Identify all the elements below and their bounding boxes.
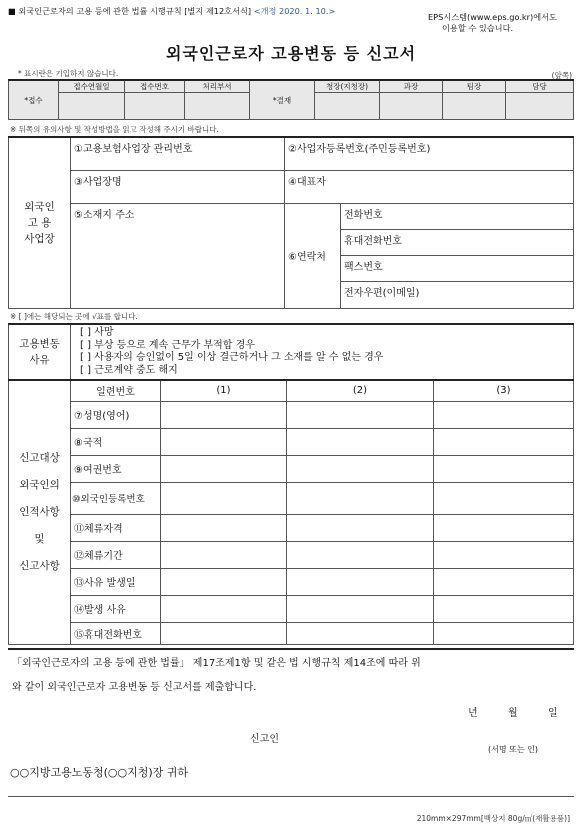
read-note: ※ 뒤쪽의 유의사항 및 작성방법을 읽고 작성해 주시기 바랍니다. xyxy=(10,125,219,134)
cell-period-2[interactable] xyxy=(287,541,434,568)
col-1-header: (1) xyxy=(161,380,287,401)
worker-section-line-4: 및 xyxy=(34,532,45,545)
section-head-label: 과장 xyxy=(380,80,443,93)
address-field[interactable] xyxy=(71,203,285,308)
cell-passport-2[interactable] xyxy=(287,455,434,482)
cell-name-1[interactable] xyxy=(161,401,287,428)
section-head-cell[interactable] xyxy=(380,93,443,120)
cell-reason-3[interactable] xyxy=(434,595,574,622)
row-passport-label: ⑨여권번호 xyxy=(71,455,161,482)
date-day[interactable]: 일 xyxy=(548,708,558,719)
person-cell[interactable] xyxy=(506,93,574,120)
receipt-date-cell[interactable] xyxy=(59,93,125,120)
sign-label[interactable]: (서명 또는 인) xyxy=(488,745,538,754)
col-2-header: (2) xyxy=(287,380,434,401)
phone-label: 전화번호 xyxy=(344,209,383,221)
employer-table xyxy=(8,136,574,309)
officer-label: 청장(지청장) xyxy=(315,80,380,93)
reason-options xyxy=(71,324,574,380)
biz-name-field[interactable] xyxy=(71,170,285,203)
contact-label: ⑥연락처 xyxy=(288,252,326,263)
row-nationality-label: ⑧국적 xyxy=(71,428,161,455)
reason-section-line-2: 사유 xyxy=(29,354,50,366)
row-date-label: ⑬사유 발생일 xyxy=(71,568,161,595)
cell-mobile-3[interactable] xyxy=(434,622,574,644)
mobile-label: 휴대전화번호 xyxy=(344,235,402,247)
reporter-label: 신고인 xyxy=(250,734,279,745)
cell-reason-1[interactable] xyxy=(161,595,287,622)
reason-section-line-1: 고용변동 xyxy=(19,338,60,350)
worker-section-label xyxy=(9,380,71,644)
front-label: (앞쪽) xyxy=(551,71,572,80)
insurance-no-label: ①고용보험사업장 관리번호 xyxy=(74,144,193,155)
dept-cell[interactable] xyxy=(185,93,250,120)
legal-basis-text: ■ 외국인근로자의 고용 등에 관한 법률 시행규칙 [별지 제12호서식] xyxy=(8,6,252,16)
eps-notice xyxy=(428,12,568,34)
officer-cell[interactable] xyxy=(315,93,380,120)
cell-date-1[interactable] xyxy=(161,568,287,595)
biz-reg-no-label: ②사업자등록번호(주민등록번호) xyxy=(288,144,431,155)
cell-nationality-3[interactable] xyxy=(434,428,574,455)
worker-table xyxy=(8,379,574,645)
cell-name-3[interactable] xyxy=(434,401,574,428)
team-head-label: 팀장 xyxy=(443,80,506,93)
email-label: 전자우편(이메일) xyxy=(344,287,420,299)
employer-section-line-3: 사업장 xyxy=(24,232,55,245)
cell-nationality-2[interactable] xyxy=(287,428,434,455)
email-field[interactable] xyxy=(341,282,573,308)
biz-name-label: ③사업장명 xyxy=(74,176,122,188)
eps-line-2: 이용할 수 있습니다. xyxy=(442,23,514,33)
receipt-no-cell[interactable] xyxy=(125,93,185,120)
cell-nationality-1[interactable] xyxy=(161,428,287,455)
form-page xyxy=(8,6,574,832)
paper-spec: 210mm×297mm[백상지 80g/㎡(재활용품)] xyxy=(416,814,570,823)
legal-basis xyxy=(8,6,335,17)
biz-reg-no-field[interactable] xyxy=(285,137,574,170)
row-status-label: ⑪체류자격 xyxy=(71,514,161,541)
shade-note: * 표시란은 기입하지 않습니다. xyxy=(18,69,119,78)
check-note: ※ [ ]에는 해당되는 곳에 √표를 합니다. xyxy=(10,312,138,321)
cell-name-2[interactable] xyxy=(287,401,434,428)
receipt-table xyxy=(8,79,574,120)
phone-field[interactable] xyxy=(341,203,574,229)
employer-section-line-2: 고 용 xyxy=(27,216,52,229)
cell-period-3[interactable] xyxy=(434,541,574,568)
worker-section-line-3: 인적사항 xyxy=(19,505,60,518)
declaration-text-2: 와 같이 외국인근로자 고용변동 등 신고서를 제출합니다. xyxy=(12,682,257,693)
worker-section-line-1: 신고대상 xyxy=(19,451,60,464)
revision-date: <개정 2020. 1. 10.> xyxy=(253,6,336,16)
address-label: ⑤소재지 주소 xyxy=(74,209,135,221)
contact-subfields xyxy=(341,229,574,308)
reason-injury[interactable]: [ ] 부상 등으로 계속 근무가 부적합 경우 xyxy=(80,339,255,351)
row-reason-label: ⑭발생 사유 xyxy=(71,595,161,622)
eps-line-1: EPS시스템(www.eps.go.kr)에서도 xyxy=(428,12,557,22)
team-head-cell[interactable] xyxy=(443,93,506,120)
date-year[interactable]: 년 xyxy=(468,708,478,719)
cell-date-3[interactable] xyxy=(434,568,574,595)
cell-mobile-1[interactable] xyxy=(161,622,287,644)
addressee: ○○지방고용노동청(○○지청)장 귀하 xyxy=(10,766,188,779)
contact-label-cell xyxy=(285,203,341,308)
worker-section-line-5: 신고사항 xyxy=(19,559,60,572)
declaration-text-1: 「외국인근로자의 고용 등에 관한 법률」 제17조제1항 및 같은 법 시행규칙 제14조에 따라 위 xyxy=(8,648,574,669)
reason-table xyxy=(8,323,574,380)
approval-label: *결재 xyxy=(250,80,315,120)
cell-status-2[interactable] xyxy=(287,514,434,541)
person-label: 담당 xyxy=(506,80,574,93)
reason-absence[interactable]: [ ] 사용자의 승인없이 5일 이상 결근하거나 그 소재를 알 수 없는 경우 xyxy=(80,352,384,363)
receipt-no-label: 접수번호 xyxy=(125,80,185,93)
row-period-label: ⑫체류기간 xyxy=(71,541,161,568)
dept-label: 처리부서 xyxy=(185,80,250,93)
representative-label: ④대표자 xyxy=(288,176,326,188)
date-month[interactable]: 월 xyxy=(508,708,518,719)
insurance-no-field[interactable] xyxy=(71,137,285,170)
fax-label: 팩스번호 xyxy=(344,261,383,273)
cell-period-1[interactable] xyxy=(161,541,287,568)
cell-passport-3[interactable] xyxy=(434,455,574,482)
representative-field[interactable] xyxy=(285,170,574,203)
row-name-label: ⑦성명(영어) xyxy=(71,401,161,428)
receipt-date-label: 접수연월일 xyxy=(59,80,125,93)
form-title: 외국인근로자 고용변동 등 신고서 xyxy=(165,44,417,63)
serial-label: 일련번호 xyxy=(71,380,161,401)
cell-alien-reg-1[interactable] xyxy=(161,482,287,514)
receipt-label: *접수 xyxy=(9,80,59,120)
reason-section-label xyxy=(9,324,71,380)
mobile-field[interactable] xyxy=(341,230,573,256)
col-3-header: (3) xyxy=(434,380,574,401)
worker-section-line-2: 외국인의 xyxy=(19,478,60,491)
footer-divider xyxy=(8,796,574,797)
reason-death[interactable]: [ ] 사망 xyxy=(80,327,114,338)
cell-alien-reg-2[interactable] xyxy=(287,482,434,514)
cell-reason-2[interactable] xyxy=(287,595,434,622)
cell-date-2[interactable] xyxy=(287,568,434,595)
reason-termination[interactable]: [ ] 근로계약 중도 해지 xyxy=(80,364,178,376)
employer-section-line-1: 외국인 xyxy=(24,200,55,213)
row-alien-reg-label: ⑩외국인등록번호 xyxy=(71,482,161,514)
cell-status-3[interactable] xyxy=(434,514,574,541)
cell-alien-reg-3[interactable] xyxy=(434,482,574,514)
row-mobile-label: ⑮휴대전화번호 xyxy=(71,622,161,644)
cell-passport-1[interactable] xyxy=(161,455,287,482)
employer-section-label xyxy=(9,137,71,308)
cell-mobile-2[interactable] xyxy=(287,622,434,644)
cell-status-1[interactable] xyxy=(161,514,287,541)
fax-field[interactable] xyxy=(341,256,573,282)
